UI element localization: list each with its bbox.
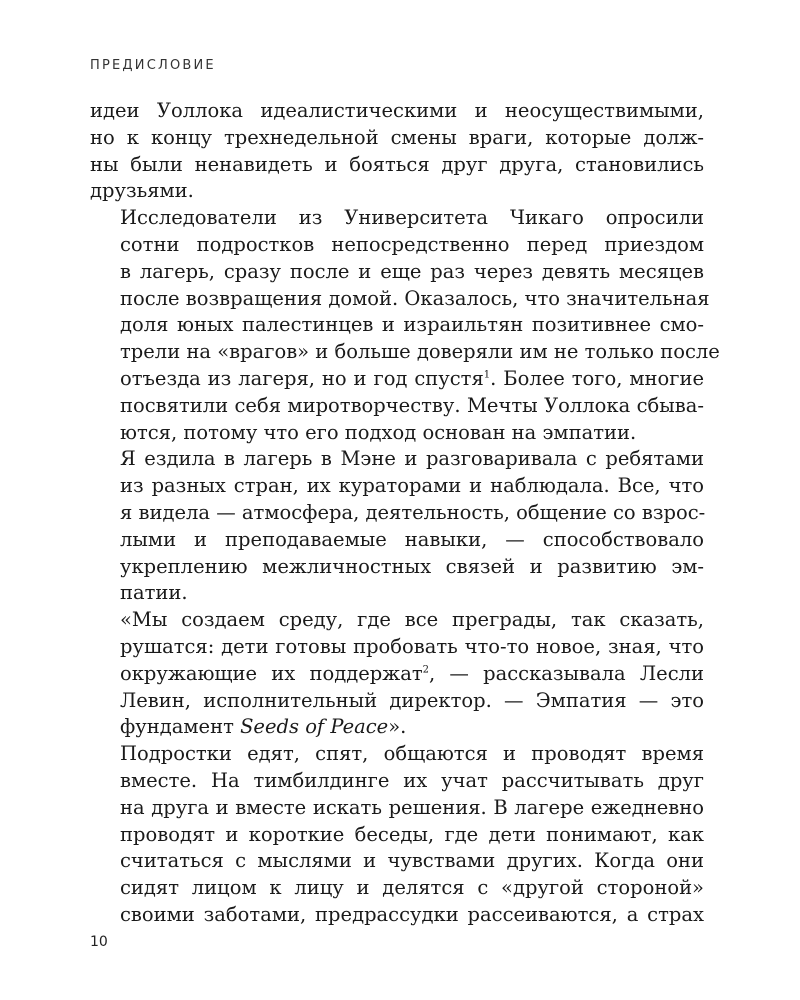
text-line: Исследователи из Университета Чикаго опросили	[120, 206, 704, 230]
text-line: из разных стран, их кураторами и наблюдала. Все, что	[120, 474, 704, 498]
text-line: сотни подростков непосредственно перед приездом	[120, 232, 704, 256]
page-number: 10	[90, 934, 108, 950]
text-line: ются, потому что его подход основан на эмпатии.	[120, 420, 637, 444]
text-line: на друга и вместе искать решения. В лагере ежедневно	[120, 795, 704, 819]
text-line: сидят лицом к лицу и делятся с «другой стороной»	[120, 876, 704, 900]
text-line: считаться с мыслями и чувствами других. Когда они	[120, 849, 704, 873]
paragraph-1	[90, 98, 704, 205]
body-text	[90, 98, 720, 929]
paragraph-5	[90, 741, 704, 929]
text-line-with-footnote	[90, 366, 704, 393]
text-fragment: отъезда из лагеря, но и год спустя	[120, 366, 484, 390]
text-line: в лагерь, сразу после и еще раз через девять месяцев	[120, 259, 704, 283]
text-fragment: , — рассказывала Лесли	[429, 661, 705, 685]
text-line: Подростки едят, спят, общаются и проводят время	[120, 742, 704, 766]
paragraph-4	[90, 607, 704, 741]
text-line: Левин, исполнительный директор. — Эмпатия — это	[120, 688, 704, 712]
text-fragment: . Более того, многие	[490, 366, 704, 390]
footnote-marker: 1	[483, 369, 491, 381]
text-line: вместе. На тимбилдинге их учат рассчитывать друг	[120, 768, 704, 792]
running-head: ПРЕДИСЛОВИЕ	[90, 58, 216, 73]
text-line: рушатся: дети готовы пробовать что-то новое, зная, что	[120, 634, 704, 658]
text-line-with-footnote	[90, 661, 704, 688]
text-line: друзьями.	[90, 179, 194, 203]
paragraph-3	[90, 446, 704, 607]
text-line: Я ездила в лагерь в Мэне и разговаривала с ребятами	[120, 447, 704, 471]
text-line: трели на «врагов» и больше доверяли им не только после	[120, 340, 720, 364]
footnote-marker: 2	[422, 664, 430, 676]
text-line: но к концу трехнедельной смены враги, которые долж-	[90, 125, 704, 149]
text-line: ны были ненавидеть и бояться друг друга, становились	[90, 152, 704, 176]
text-line: своими заботами, предрассудки рассеиваются, а страх	[120, 902, 704, 926]
text-line: я видела — атмосфера, деятельность, общение со взрос-	[120, 500, 706, 524]
text-line: после возвращения домой. Оказалось, что значительная	[120, 286, 710, 310]
text-line-with-italic	[90, 714, 704, 741]
text-fragment: окружающие их поддержат	[120, 661, 423, 685]
text-line: «Мы создаем среду, где все преграды, так сказать,	[120, 608, 704, 632]
text-fragment: ».	[388, 715, 407, 739]
text-line: посвятили себя миротворчеству. Мечты Уоллока сбыва-	[120, 393, 704, 417]
organization-name: Seeds of Peace	[240, 715, 389, 739]
text-fragment: фундамент	[120, 715, 241, 739]
text-line: проводят и короткие беседы, где дети понимают, как	[120, 822, 704, 846]
text-line: лыми и преподаваемые навыки, — способствовало	[120, 527, 704, 551]
text-line: патии.	[120, 581, 188, 605]
text-line: идеи Уоллока идеалистическими и неосуществимыми,	[90, 99, 704, 122]
paragraph-2	[90, 205, 720, 446]
text-line: укреплению межличностных связей и развитию эм-	[120, 554, 704, 578]
text-line: доля юных палестинцев и израильтян позитивнее смо-	[120, 313, 704, 337]
